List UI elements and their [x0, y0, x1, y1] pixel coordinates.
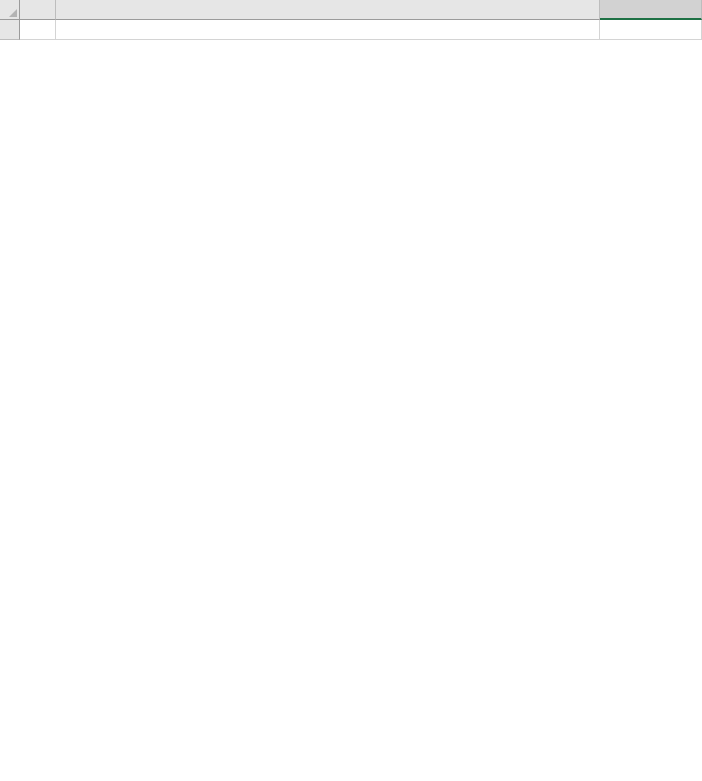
select-all-corner[interactable] [0, 0, 20, 20]
header-cell-amount[interactable] [600, 20, 702, 40]
column-header-c[interactable] [600, 0, 702, 20]
header-row [0, 20, 702, 40]
column-header-a[interactable] [20, 0, 56, 20]
header-cell-aa[interactable] [20, 20, 56, 40]
select-all-triangle-icon [9, 9, 17, 17]
header-cell-name[interactable] [56, 20, 600, 40]
column-header-b[interactable] [56, 0, 600, 20]
row-header[interactable] [0, 20, 20, 40]
